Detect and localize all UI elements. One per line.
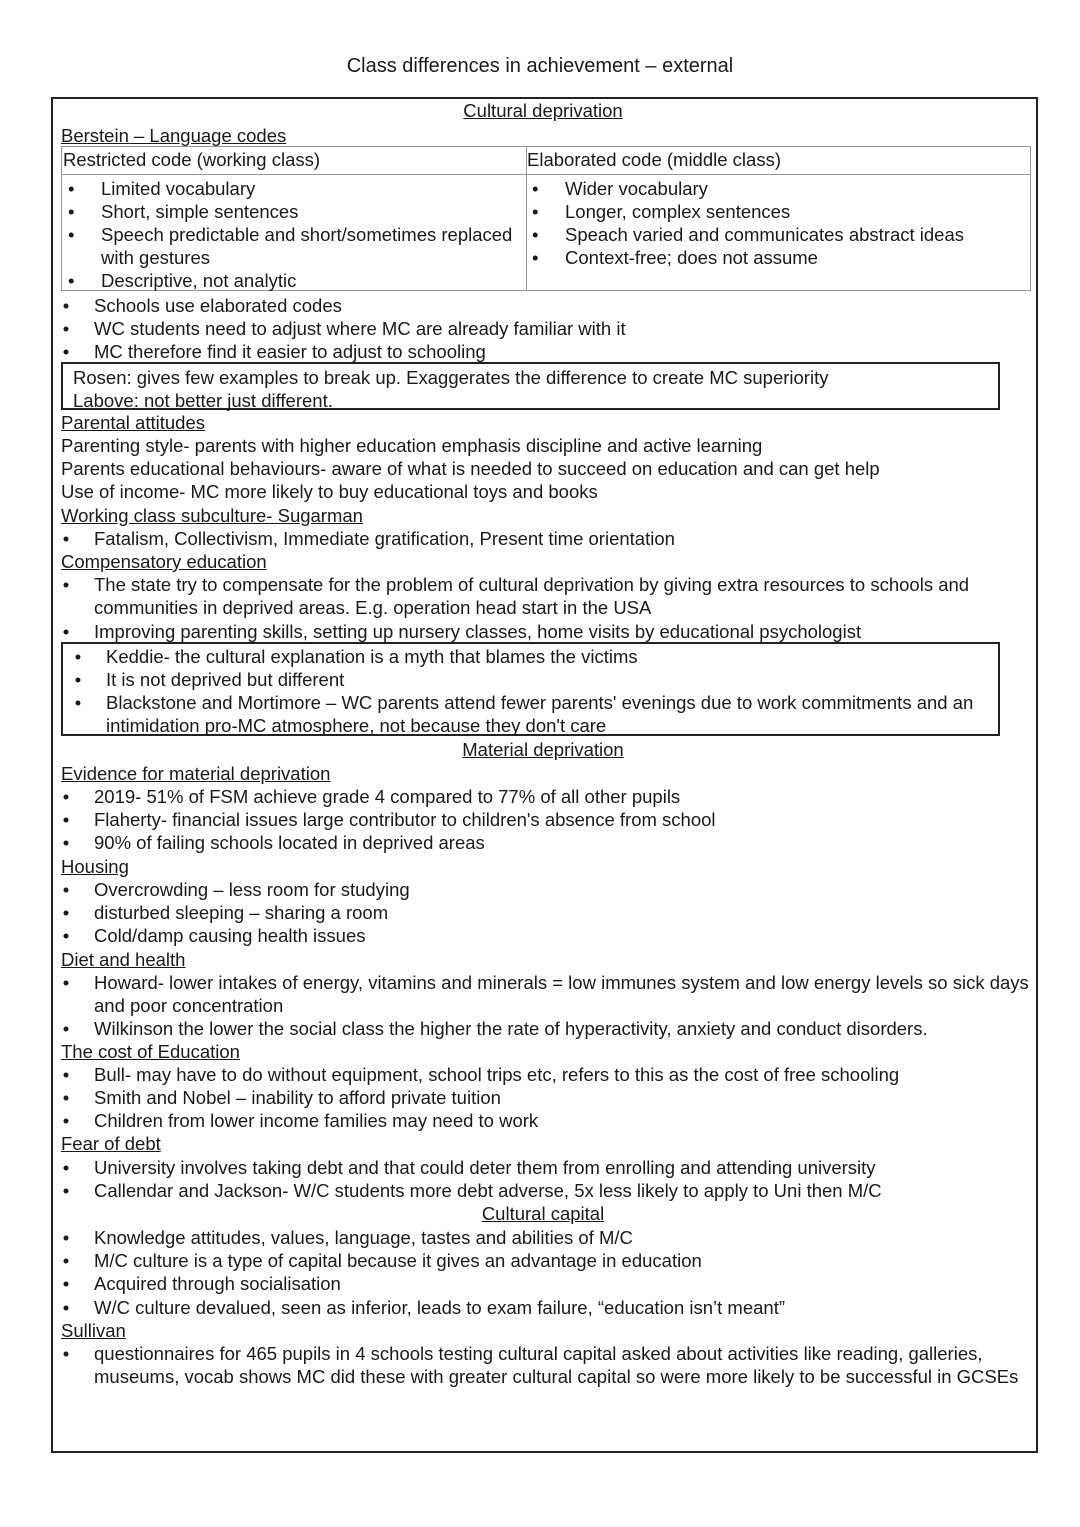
list-item: • Schools use elaborated codes (62, 295, 342, 316)
section-heading-material-deprivation: Material deprivation (462, 739, 624, 760)
list-item: • Context-free; does not assume (532, 247, 818, 269)
subheading-evidence: Evidence for material deprivation (61, 763, 331, 784)
list-item: • Descriptive, not analytic (68, 270, 297, 292)
subheading-fear-of-debt: Fear of debt (61, 1133, 161, 1154)
list-item: • It is not deprived but different (74, 669, 345, 690)
list-item: • Smith and Nobel – inability to afford private tuition (62, 1087, 501, 1108)
list-item: • Longer, complex sentences (532, 201, 791, 223)
list-item: • MC therefore find it easier to adjust to schooling (62, 341, 486, 362)
list-item: • Blackstone and Mortimore – WC parents attend fewer parents' evenings due to work commitments and an intimidation pro-MC atmosphere, not because they don't care (74, 692, 974, 737)
language-codes-table (61, 146, 1031, 291)
elaborated-code-header: Elaborated code (middle class) (527, 149, 781, 170)
list-item: • Children from lower income families may need to work (62, 1110, 539, 1131)
subheading-cost-of-education: The cost of Education (61, 1041, 240, 1062)
list-item: • Keddie- the cultural explanation is a myth that blames the victims (74, 646, 638, 667)
list-item: • M/C culture is a type of capital because it gives an advantage in education (62, 1250, 702, 1271)
restricted-code-header: Restricted code (working class) (63, 149, 321, 170)
subheading-compensatory: Compensatory education (61, 551, 267, 572)
list-item: • Howard- lower intakes of energy, vitamins and minerals = low immunes system and low energy levels so sick days and poor concentration (62, 972, 1029, 1017)
subheading-bernstein: Berstein – Language codes (61, 125, 287, 146)
list-item: • Wilkinson the lower the social class the higher the rate of hyperactivity, anxiety and conduct disorders. (62, 1018, 928, 1039)
list-item: • Improving parenting skills, setting up nursery classes, home visits by educational psychologist (62, 621, 862, 642)
list-item: • WC students need to adjust where MC are already familiar with it (62, 318, 626, 339)
list-item: • University involves taking debt and that could deter them from enrolling and attending university (62, 1157, 876, 1178)
list-item: • Overcrowding – less room for studying (62, 879, 410, 900)
section-heading-cultural-deprivation: Cultural deprivation (463, 100, 623, 121)
subheading-subculture: Working class subculture- Sugarman (61, 505, 363, 526)
text-line: Use of income- MC more likely to buy educational toys and books (61, 481, 598, 502)
list-item: • The state try to compensate for the problem of cultural deprivation by giving extra resources to schools and communities in deprived areas. E.g. operation head start in the USA (62, 574, 970, 619)
list-item: • Acquired through socialisation (62, 1273, 341, 1294)
critique-box (61, 642, 1000, 736)
section-heading-cultural-capital: Cultural capital (481, 1203, 605, 1224)
list-item: • W/C culture devalued, seen as inferior, leads to exam failure, “education isn’t meant” (62, 1297, 786, 1318)
page-title: Class differences in achievement – external (346, 55, 734, 77)
text-line: Parenting style- parents with higher education emphasis discipline and active learning (61, 435, 763, 456)
criticism-line: Rosen: gives few examples to break up. Exaggerates the difference to create MC superiority (73, 367, 829, 388)
list-item: • questionnaires for 465 pupils in 4 schools testing cultural capital asked about activities like reading, galleries, museums, vocab shows MC did these with greater cultural capital so were more likely to be successful in GCSEs (62, 1343, 1019, 1388)
criticism-line: Labove: not better just different. (73, 390, 333, 411)
list-item: • Bull- may have to do without equipment, school trips etc, refers to this as the cost of free schooling (62, 1064, 900, 1085)
list-item: • Wider vocabulary (532, 178, 708, 199)
list-item: • disturbed sleeping – sharing a room (62, 902, 389, 923)
list-item: • Flaherty- financial issues large contributor to children's absence from school (62, 809, 716, 830)
elaborated-code-list (526, 177, 1026, 269)
list-item: • Cold/damp causing health issues (62, 925, 366, 946)
subheading-parental-attitudes: Parental attitudes (61, 412, 205, 433)
restricted-code-list (62, 177, 517, 292)
list-item: • Fatalism, Collectivism, Immediate gratification, Present time orientation (62, 528, 675, 549)
list-item: • Limited vocabulary (68, 178, 256, 199)
list-item: • 90% of failing schools located in deprived areas (62, 832, 485, 853)
criticism-box (61, 362, 1000, 410)
list-item: • 2019- 51% of FSM achieve grade 4 compared to 77% of all other pupils (62, 786, 681, 807)
text-line: Parents educational behaviours- aware of what is needed to succeed on education and can get help (61, 458, 880, 479)
list-item: • Knowledge attitudes, values, language, tastes and abilities of M/C (62, 1227, 633, 1248)
list-item: • Callendar and Jackson- W/C students more debt adverse, 5x less likely to apply to Uni then M/C (62, 1180, 882, 1201)
list-item: • Speach varied and communicates abstract ideas (532, 224, 964, 246)
subheading-housing: Housing (61, 856, 129, 877)
subheading-diet-health: Diet and health (61, 949, 186, 970)
list-item: • Short, simple sentences (68, 201, 299, 223)
subheading-sullivan: Sullivan (61, 1320, 126, 1341)
list-item: • Speech predictable and short/sometimes replaced with gestures (68, 224, 513, 269)
